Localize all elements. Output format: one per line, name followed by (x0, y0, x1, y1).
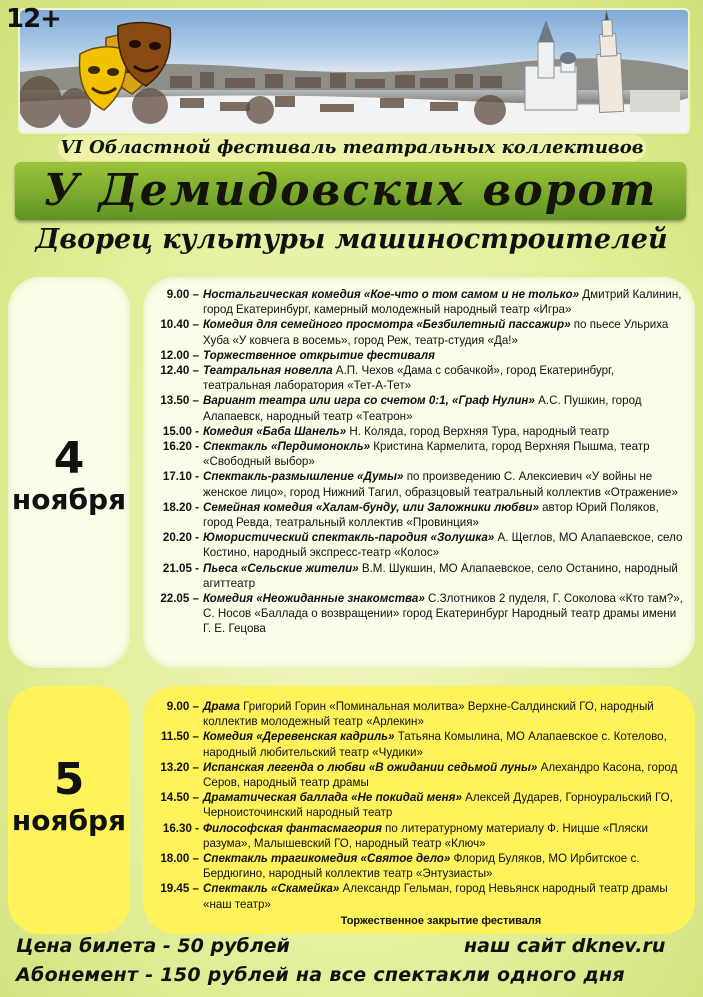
schedule-item (157, 530, 685, 560)
schedule-item (157, 348, 685, 363)
event-description (203, 317, 685, 347)
schedule-item (157, 439, 685, 469)
event-time: 20.20 - (162, 531, 199, 545)
venue-name: Дворец культуры машиностроителей (35, 224, 668, 255)
closing-ceremony: Торжественное закрытие фестиваля (340, 914, 542, 927)
schedule-item (157, 760, 685, 790)
event-genre: Торжественное открытие фестиваля (203, 348, 435, 362)
event-genre: Ностальгическая комедия «Кое-что о том самом и не только» (203, 288, 580, 301)
event-genre: Комедия «Неожиданные знакомства» (203, 592, 425, 606)
day1-schedule (143, 277, 695, 668)
event-time: 22.05 – (160, 592, 199, 606)
event-time: 14.50 – (160, 791, 199, 805)
event-details: Флорид Буляков, МО Ирбитское с. Бердюгино, народный коллектив театр «Энтузиасты» (203, 852, 640, 881)
event-genre: Философская фантасмагория (203, 821, 382, 835)
event-details: Н. Коляда, город Верхняя Тура, народный театр (346, 424, 610, 438)
event-time: 12.40 – (160, 364, 199, 378)
day1-month: ноября (11, 483, 127, 516)
event-time: 9.00 – (166, 700, 199, 713)
event-genre: Юмористический спектакль-пародия «Золушка» (203, 531, 495, 545)
event-description (203, 469, 685, 499)
event-description (203, 424, 685, 439)
event-description (203, 881, 685, 911)
event-genre: Вариант театра или игра со счетом 0:1, «Граф Нулин» (203, 394, 535, 408)
schedule-item (157, 469, 685, 499)
schedule-item (157, 287, 685, 317)
event-details: по пьесе Ульриха Хуба «У ковчега в восемь», город Реж, театр-студия «Да!» (203, 318, 669, 347)
schedule-item (157, 363, 685, 393)
festival-subtitle-banner (58, 135, 646, 161)
event-details: автор Юрий Поляков, город Ревда, театральный коллектив «Провинция» (203, 500, 659, 530)
event-description (203, 591, 685, 637)
event-time: 9.00 – (166, 288, 199, 301)
event-description (203, 363, 685, 393)
event-details: по литературному материалу Ф. Ницше «Пляски разума», Малышевский ГО, народный театр «Ключ» (203, 821, 648, 850)
event-genre: Спектакль «Пердимонокль» (203, 440, 371, 454)
event-time: 12.00 – (160, 348, 199, 362)
schedule-item (157, 851, 685, 881)
event-description (203, 760, 685, 790)
schedule-item (157, 561, 685, 591)
event-description (203, 530, 685, 560)
event-details: Александр Гельман, город Невьянск народный театр драмы «наш театр» (203, 882, 668, 911)
event-details: Дмитрий Калинин, город Екатеринбург, камерный молодежный народный театр «Игра» (203, 288, 682, 317)
event-time: 10.40 – (160, 318, 199, 332)
event-genre: Семейная комедия «Халам-бунду, или Заложники любви» (203, 500, 539, 514)
event-description (203, 821, 685, 851)
event-description (203, 348, 685, 363)
event-time: 17.10 - (162, 470, 199, 484)
event-time: 13.50 – (160, 394, 199, 408)
subscription-price: Абонемент - 150 рублей на все спектакли одного дня (16, 964, 625, 986)
event-details: Кристина Кармелита, город Верхняя Пышма, театр «Свободный выбор» (203, 440, 650, 469)
event-time: 11.50 – (160, 730, 199, 744)
event-description (203, 287, 685, 317)
day2-day: 5 (53, 754, 85, 805)
event-details: С.Злотников 2 пуделя, Г. Соколова «Кто там?», С. Носов «Баллада о возвращении» город Екатеринбург Народный театр драмы имени Г. Е. Гецова (203, 592, 683, 636)
event-description (203, 729, 685, 759)
event-genre: Испанская легенда о любви «В ожидании седьмой луны» (203, 760, 538, 774)
event-time: 18.20 - (162, 500, 199, 514)
website-link[interactable]: наш сайт dknev.ru (464, 935, 666, 957)
schedule-item (157, 821, 685, 851)
event-details: Татьяна Комылина, МО Алапаевское с. Котелово, народный любительский театр «Чудики» (203, 730, 667, 759)
event-details: А.П. Чехов «Дама с собачкой», город Екатеринбург, театральная лаборатория «Тет-А-Тет» (203, 364, 615, 393)
day2-date-panel (8, 686, 130, 934)
schedule-item (157, 729, 685, 759)
day1-date-panel (8, 277, 130, 668)
event-time: 15.00 - (162, 424, 199, 438)
event-description (203, 500, 685, 530)
event-genre: Театральная новелла (203, 364, 333, 378)
event-genre: Пьеса «Сельские жители» (203, 561, 359, 575)
festival-title: У Демидовских ворот (43, 165, 658, 216)
event-description (203, 699, 685, 729)
schedule-item (157, 424, 685, 439)
schedule-item (157, 790, 685, 820)
age-rating: 12+ (6, 4, 61, 34)
event-genre: Спектакль «Скамейка» (203, 882, 340, 896)
event-details: по произведению С. Алексиевич «У войны не женское лицо», город Нижний Тагил, образцовый театральный коллектив «Отражение» (203, 470, 678, 499)
event-genre: Спектакль трагикомедия «Святое дело» (203, 852, 451, 866)
event-details: Алехандро Касона, город Серов, народный театр драмы (203, 760, 678, 790)
event-time: 16.20 - (162, 440, 199, 454)
event-time: 16.30 - (162, 821, 199, 835)
event-details: А.С. Пушкин, город Алапаевск, народный театр «Театрон» (203, 394, 642, 423)
event-description (203, 851, 685, 881)
event-genre: Комедия «Деревенская кадриль» (203, 730, 395, 744)
event-time: 19.45 – (160, 882, 199, 896)
event-description (203, 561, 685, 591)
event-description (203, 439, 685, 469)
schedule-item (157, 500, 685, 530)
event-time: 21.05 - (162, 561, 199, 575)
event-details: В.М. Шукшин, МО Алапаевское, село Останино, народный агиттеатр (203, 561, 678, 590)
event-details: Григорий Горин «Поминальная молитва» Верхне-Салдинский ГО, народный коллектив молодежный театр «Арлекин» (203, 700, 654, 729)
festival-subtitle: VI Областной фестиваль театральных коллективов (60, 137, 644, 158)
schedule-item (157, 699, 685, 729)
day2-schedule (143, 686, 695, 934)
schedule-item (157, 881, 685, 911)
event-description (203, 393, 685, 423)
event-genre: Спектакль-размышление «Думы» (203, 470, 404, 484)
event-details: Алексей Дударев, Горноуральский ГО, Черноисточинский народный театр (203, 791, 673, 820)
header-photo (18, 8, 690, 134)
event-genre: Комедия «Баба Шанель» (203, 424, 347, 438)
event-details: А. Щеглов, МО Алапаевское, село Костино, народный экспресс-театр «Колос» (203, 531, 683, 560)
event-genre: Драматическая баллада «Не покидай меня» (203, 791, 462, 805)
schedule-item (157, 393, 685, 423)
event-time: 13.20 – (160, 760, 199, 774)
event-genre: Комедия для семейного просмотра «Безбилетный пассажир» (203, 318, 571, 332)
festival-title-banner (15, 162, 686, 220)
schedule-item (157, 591, 685, 637)
event-genre: Драма (203, 700, 240, 713)
town-panorama-image (20, 10, 688, 132)
day1-day: 4 (53, 433, 85, 484)
ticket-price: Цена билета - 50 рублей (16, 935, 290, 957)
schedule-item (157, 317, 685, 347)
event-time: 18.00 – (160, 852, 199, 866)
day2-month: ноября (11, 804, 127, 837)
event-description (203, 790, 685, 820)
